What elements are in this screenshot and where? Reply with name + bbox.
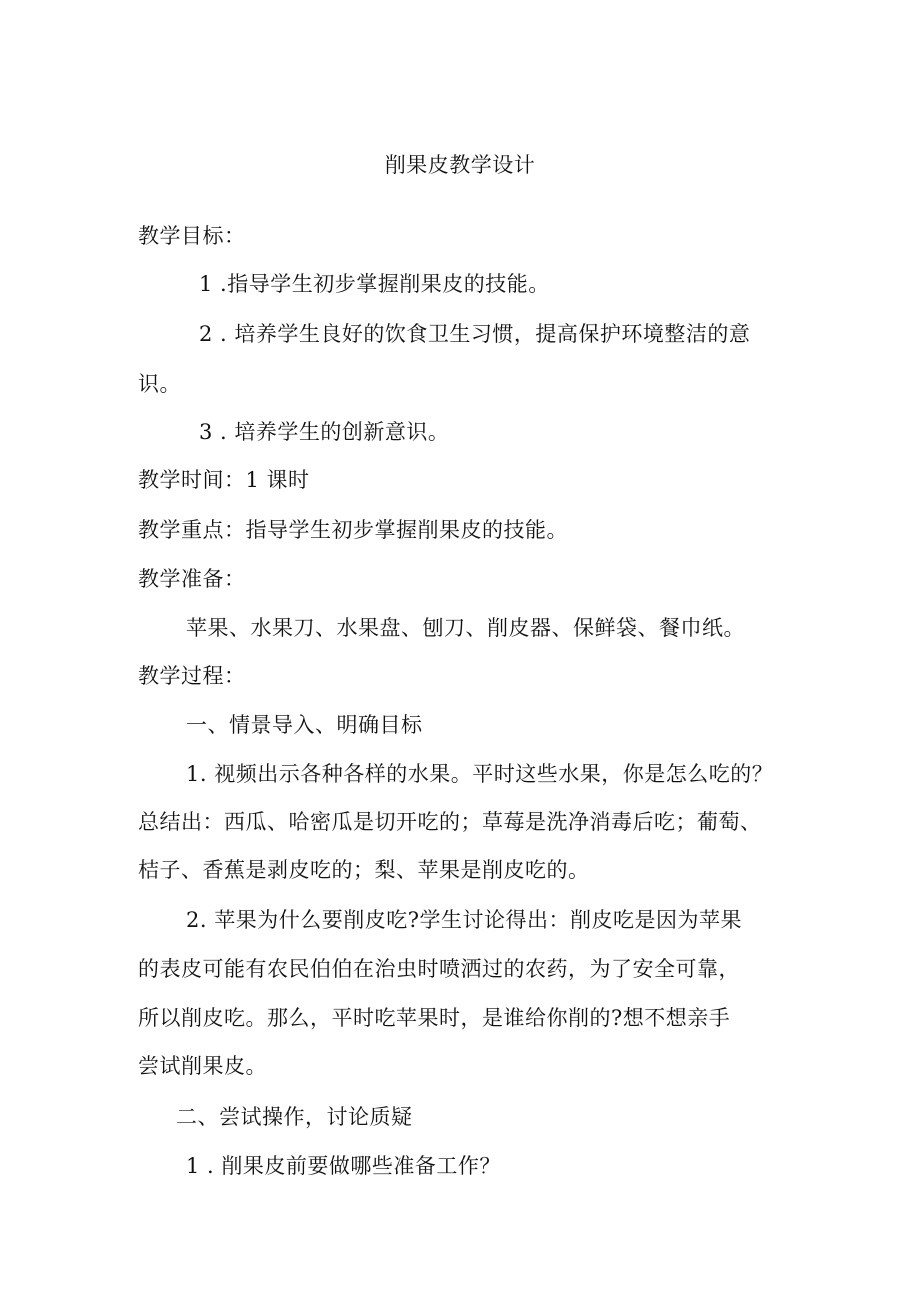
paragraph-2-line-1: 2. 苹果为什么要削皮吃?学生讨论得出：削皮吃是因为苹果 — [186, 908, 742, 932]
teaching-focus: 教学重点：指导学生初步掌握削果皮的技能。 — [138, 518, 568, 542]
paragraph-1-line-1: 1. 视频出示各种各样的水果。平时这些水果，你是怎么吃的？ — [186, 762, 774, 786]
prep-items: 苹果、水果刀、水果盘、刨刀、削皮器、保鲜袋、餐巾纸。 — [186, 616, 745, 640]
document-title: 削果皮教学设计 — [384, 153, 536, 177]
paragraph-2-line-3: 所以削皮吃。那么，平时吃苹果时，是谁给你削的?想不想亲手 — [138, 1006, 731, 1030]
paragraph-1-line-3: 桔子、香蕉是剥皮吃的；梨、苹果是削皮吃的。 — [138, 858, 590, 882]
objective-2-line-2: 识。 — [138, 372, 181, 396]
objectives-heading: 教学目标： — [138, 224, 246, 248]
objective-3: 3 . 培养学生的创新意识。 — [199, 420, 450, 444]
process-heading: 教学过程： — [138, 664, 246, 688]
objective-2-line-1: 2 . 培养学生良好的饮食卫生习惯，提高保护环境整洁的意 — [199, 322, 751, 346]
section-1-heading: 一、情景导入、明确目标 — [186, 713, 423, 737]
section-2-item-1: 1 . 削果皮前要做哪些准备工作？ — [186, 1154, 501, 1178]
paragraph-2-line-2: 的表皮可能有农民伯伯在治虫时喷洒过的农药，为了安全可靠， — [138, 957, 740, 981]
paragraph-2-line-4: 尝试削果皮。 — [138, 1054, 267, 1078]
prep-heading: 教学准备： — [138, 567, 246, 591]
section-2-heading: 二、尝试操作，讨论质疑 — [176, 1105, 413, 1129]
paragraph-1-line-2: 总结出：西瓜、哈密瓜是切开吃的；草莓是洗净消毒后吃；葡萄、 — [138, 810, 762, 834]
teaching-time: 教学时间：1 课时 — [138, 468, 310, 492]
objective-1: 1 .指导学生初步掌握削果皮的技能。 — [199, 272, 550, 296]
